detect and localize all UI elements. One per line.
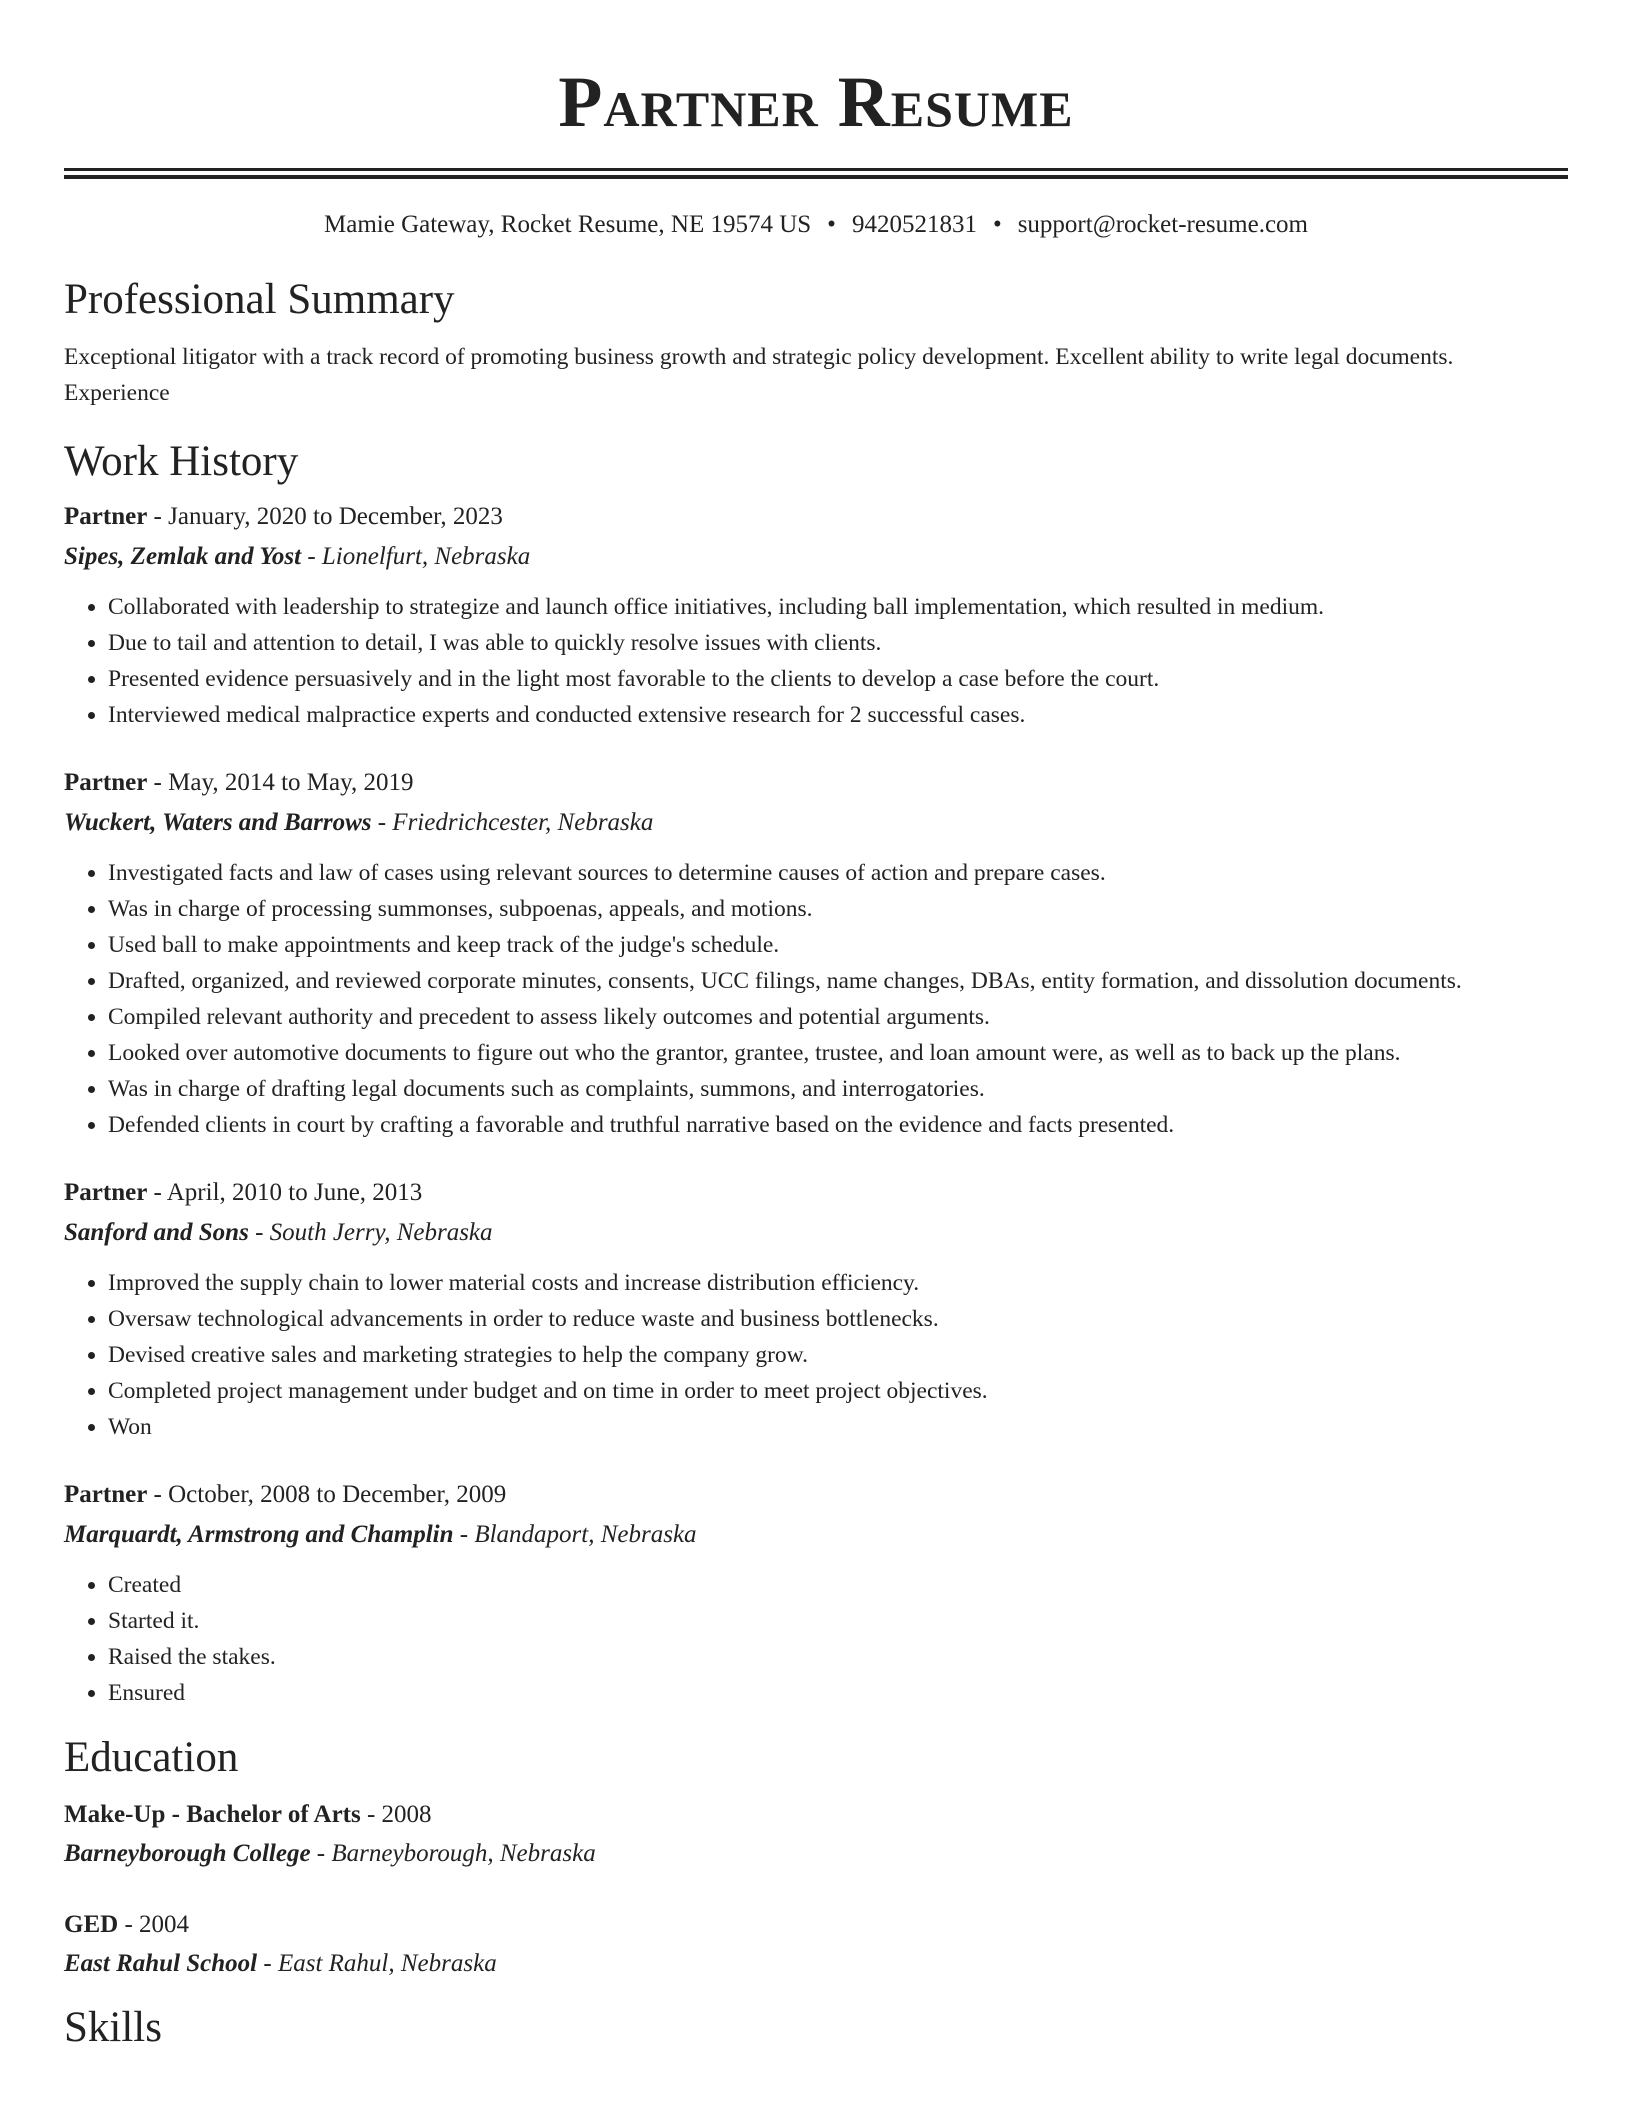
education-entry <box>64 1795 1568 1873</box>
summary-text-line: Experience <box>64 380 170 406</box>
job-entry <box>64 763 1568 1143</box>
education-degree: Make-Up - Bachelor of Arts <box>64 1801 361 1828</box>
education-degree-line <box>64 1795 1568 1834</box>
list-item: • Completed project management under budget and on time in order to meet project objectives. <box>108 1373 1568 1409</box>
work-history-heading: Work History <box>64 438 299 485</box>
list-item: • Oversaw technological advancements in order to reduce waste and business bottlenecks. <box>108 1301 1568 1337</box>
job-title: Partner <box>64 1481 148 1508</box>
job-title: Partner <box>64 1179 148 1206</box>
job-header <box>64 763 1568 803</box>
job-entry <box>64 497 1568 733</box>
education-location: - East Rahul, Nebraska <box>257 1950 497 1977</box>
list-item: • Started it. <box>108 1603 1568 1639</box>
job-location: - Lionelfurt, Nebraska <box>301 543 531 570</box>
job-title: Partner <box>64 769 148 796</box>
job-title: Partner <box>64 503 148 530</box>
education-school: East Rahul School <box>64 1950 258 1977</box>
summary-text <box>64 339 1568 411</box>
education-school-line <box>64 1834 1568 1873</box>
job-header <box>64 1475 1568 1515</box>
list-item: • Drafted, organized, and reviewed corporate minutes, consents, UCC filings, name changes, DBAs, entity formation, and dissolution documents. <box>108 963 1568 999</box>
list-item: • Interviewed medical malpractice experts and conducted extensive research for 2 successful cases. <box>108 697 1568 733</box>
list-item: • Defended clients in court by crafting a favorable and truthful narrative based on the evidence and facts presented. <box>108 1107 1568 1143</box>
contact-address: Mamie Gateway, Rocket Resume, NE 19574 US <box>324 211 812 238</box>
job-company: Sipes, Zemlak and Yost <box>64 543 302 570</box>
contact-email: support@rocket-resume.com <box>1017 211 1308 238</box>
summary-text-line: Exceptional litigator with a track record of promoting business growth and strategic policy development. Excellent ability to write legal documents. <box>64 344 1454 370</box>
job-dates: - April, 2010 to June, 2013 <box>147 1179 423 1206</box>
list-item: • Due to tail and attention to detail, I was able to quickly resolve issues with clients. <box>108 625 1568 661</box>
list-item: • Raised the stakes. <box>108 1639 1568 1675</box>
job-bullets <box>64 1265 1568 1445</box>
list-item: • Investigated facts and law of cases using relevant sources to determine causes of action and prepare cases. <box>108 855 1568 891</box>
list-item: • Was in charge of drafting legal documents such as complaints, summons, and interrogatories. <box>108 1071 1568 1107</box>
list-item: • Ensured <box>108 1675 1568 1711</box>
job-dates: - October, 2008 to December, 2009 <box>147 1481 507 1508</box>
job-bullets <box>64 589 1568 733</box>
job-company: Wuckert, Waters and Barrows <box>64 809 372 836</box>
job-company-line <box>64 803 1568 843</box>
job-bullets <box>64 1567 1568 1711</box>
job-header <box>64 1173 1568 1213</box>
education-degree: GED <box>64 1911 119 1938</box>
job-location: - Friedrichcester, Nebraska <box>371 809 654 836</box>
contact-separator: • <box>827 211 836 238</box>
list-item: • Was in charge of processing summonses, subpoenas, appeals, and motions. <box>108 891 1568 927</box>
list-item: • Improved the supply chain to lower material costs and increase distribution efficiency. <box>108 1265 1568 1301</box>
education-year: - 2008 <box>360 1801 432 1828</box>
job-dates: - May, 2014 to May, 2019 <box>147 769 414 796</box>
job-entry <box>64 1475 1568 1711</box>
job-company: Marquardt, Armstrong and Champlin <box>64 1521 454 1548</box>
list-item: • Used ball to make appointments and keep track of the judge's schedule. <box>108 927 1568 963</box>
job-company-line <box>64 1213 1568 1253</box>
job-entry <box>64 1173 1568 1445</box>
job-location: - Blandaport, Nebraska <box>453 1521 697 1548</box>
resume-page <box>64 0 1568 2053</box>
resume-title: Partner Resume <box>558 62 1074 142</box>
education-location: - Barneyborough, Nebraska <box>310 1840 596 1867</box>
education-heading: Education <box>64 1734 239 1781</box>
job-bullets <box>64 855 1568 1143</box>
job-company: Sanford and Sons <box>64 1219 249 1246</box>
contact-line <box>64 209 1568 241</box>
list-item: • Devised creative sales and marketing strategies to help the company grow. <box>108 1337 1568 1373</box>
job-company-line <box>64 1515 1568 1555</box>
education-entry <box>64 1905 1568 1983</box>
list-item: • Compiled relevant authority and precedent to assess likely outcomes and potential arguments. <box>108 999 1568 1035</box>
title-double-rule <box>64 168 1568 179</box>
contact-separator: • <box>992 211 1002 238</box>
list-item: • Collaborated with leadership to strategize and launch office initiatives, including ball implementation, which resulted in medium. <box>108 589 1568 625</box>
list-item: • Looked over automotive documents to figure out who the grantor, grantee, trustee, and loan amount were, as well as to back up the plans. <box>108 1035 1568 1071</box>
education-school: Barneyborough College <box>64 1840 311 1867</box>
job-company-line <box>64 537 1568 577</box>
skills-heading: Skills <box>64 2004 162 2051</box>
list-item: • Presented evidence persuasively and in the light most favorable to the clients to develop a case before the court. <box>108 661 1568 697</box>
education-year: - 2004 <box>118 1911 190 1938</box>
job-dates: - January, 2020 to December, 2023 <box>147 503 503 530</box>
summary-heading: Professional Summary <box>64 276 455 323</box>
list-item: • Created <box>108 1567 1568 1603</box>
education-degree-line <box>64 1905 1568 1944</box>
education-school-line <box>64 1944 1568 1983</box>
contact-phone: 9420521831 <box>851 211 977 238</box>
list-item: • Won <box>108 1409 1568 1445</box>
job-header <box>64 497 1568 537</box>
job-location: - South Jerry, Nebraska <box>248 1219 493 1246</box>
